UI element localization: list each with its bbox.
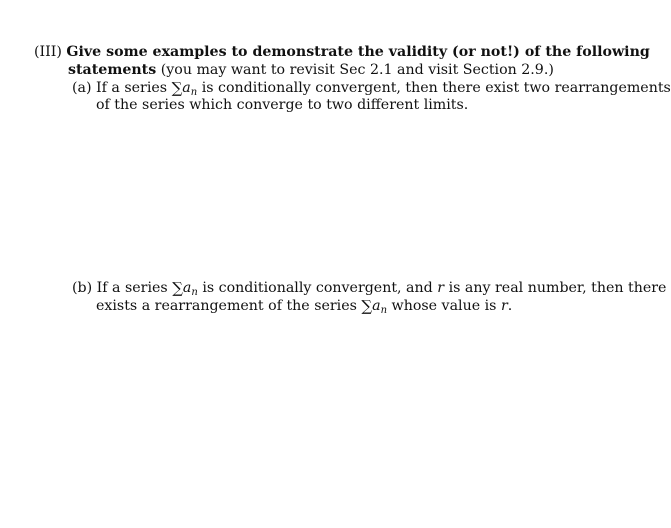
part-a-text: of the series which converge to two different limits. [96, 97, 469, 113]
problem-heading-note: (you may want to revisit Sec 2.1 and visit Section 2.9.) [160, 62, 554, 78]
part-b-line-2 [96, 296, 512, 317]
part-b-text: whose value is [391, 298, 497, 314]
part-b-text: is conditionally convergent, and [202, 280, 433, 296]
part-a-text: If a series [96, 80, 168, 96]
sum-symbol: ∑ [171, 79, 183, 97]
math-a: a [182, 80, 191, 96]
math-r: r [500, 298, 508, 314]
problem-heading-bold: Give some examples to demonstrate the validity (or not!) of the following [66, 44, 650, 60]
math-a: a [372, 298, 381, 314]
math-a: a [182, 280, 192, 296]
period: . [507, 298, 513, 314]
part-b-text: exists a rearrangement of the series [96, 298, 357, 314]
math-subscript-n: n [190, 87, 198, 98]
problem-heading-line-1 [34, 43, 650, 61]
math-subscript-n: n [380, 305, 388, 316]
part-a-label: (a) [72, 80, 92, 96]
math-subscript-n: n [191, 287, 198, 298]
math-r: r [437, 280, 445, 296]
problem-heading-bold-cont: statements [68, 62, 157, 78]
sum-symbol: ∑ [361, 297, 373, 315]
problem-number: (III) [34, 44, 62, 60]
part-b-text: If a series [96, 280, 168, 296]
part-a-text: is conditionally convergent, then there exist two rearrangements [201, 80, 671, 96]
part-b-text: is any real number, then there [448, 280, 667, 296]
sum-symbol: ∑ [172, 279, 183, 297]
problem-heading-line-2 [68, 61, 554, 79]
part-a-line-2 [96, 96, 468, 114]
part-b-label: (b) [72, 280, 93, 296]
